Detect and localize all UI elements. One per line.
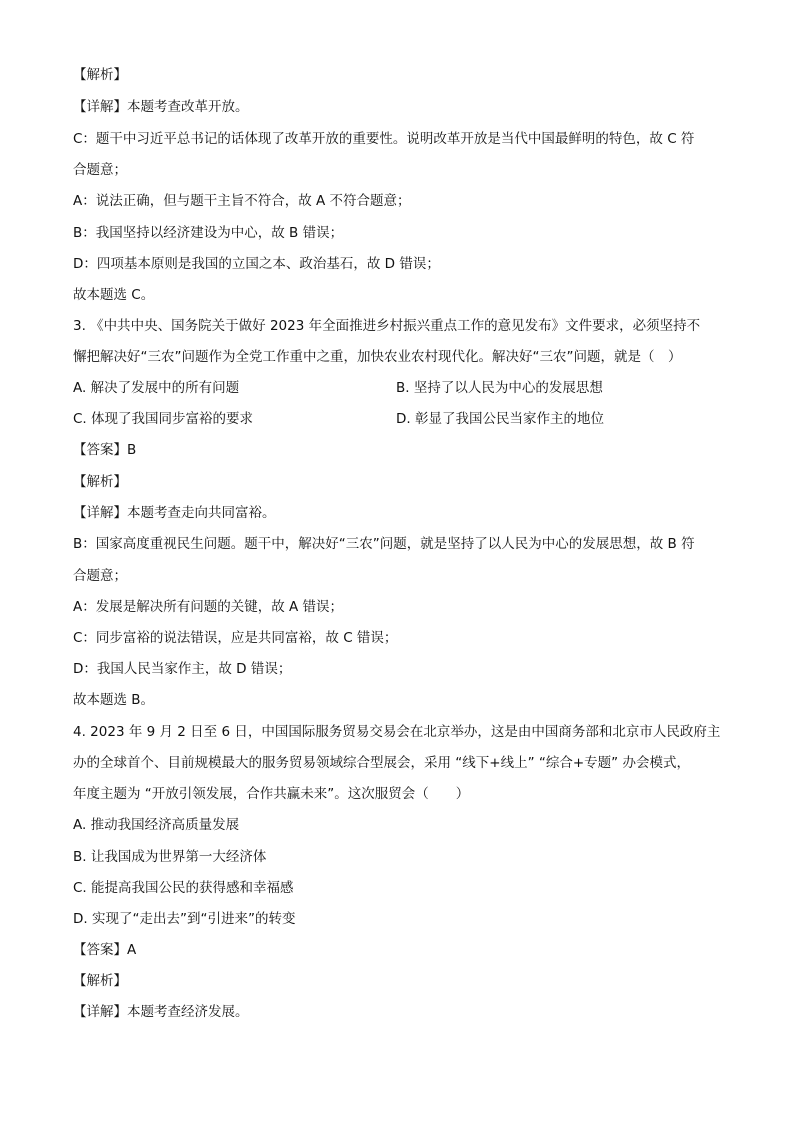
answer-line: 【答案】B [73, 442, 137, 458]
text-line: A：说法正确，但与题干主旨不符合，故 A 不符合题意； [73, 193, 411, 209]
option-3b: B. 坚持了以人民为中心的发展思想 [396, 380, 603, 396]
text-line: D：我国人民当家作主，故 D 错误； [73, 661, 292, 677]
text-line: 合题意； [73, 568, 127, 584]
option-3c: C. 体现了我国同步富裕的要求 [73, 411, 254, 427]
option-3a: A. 解决了发展中的所有问题 [73, 380, 240, 396]
analysis-heading: 【解析】 [73, 474, 127, 490]
text-line: C：题干中习近平总书记的话体现了改革开放的重要性。说明改革开放是当代中国最鲜明的特色，故 C 符 [73, 131, 695, 147]
text-line: D：四项基本原则是我国的立国之本、政治基石，故 D 错误； [73, 256, 440, 272]
text-line: C：同步富裕的说法错误，应是共同富裕，故 C 错误； [73, 630, 398, 646]
question-4-stem-cont: 办的全球首个、目前规模最大的服务贸易领域综合型展会，采用 “线下+线上” “综合+专题” 办会模式， [73, 755, 690, 771]
answer-line: 【答案】A [73, 942, 137, 958]
text-line: 合题意； [73, 162, 127, 178]
option-3d: D. 彰显了我国公民当家作主的地位 [396, 411, 604, 427]
question-4-stem-cont: 年度主题为 “开放引领发展，合作共赢未来”。这次服贸会（ ） [73, 786, 470, 802]
detail-line: 【详解】本题考查经济发展。 [73, 1004, 249, 1020]
conclusion-line: 故本题选 B。 [73, 692, 155, 708]
text-line: B：我国坚持以经济建设为中心，故 B 错误； [73, 225, 344, 241]
option-4d: D. 实现了“走出去”到“引进来”的转变 [73, 911, 296, 927]
analysis-heading: 【解析】 [73, 67, 127, 83]
analysis-heading: 【解析】 [73, 973, 127, 989]
option-4b: B. 让我国成为世界第一大经济体 [73, 849, 267, 865]
question-3-stem: 3. 《中共中央、国务院关于做好 2023 年全面推进乡村振兴重点工作的意见发布》文件要求，必须坚持不 [73, 318, 701, 334]
option-4a: A. 推动我国经济高质量发展 [73, 817, 240, 833]
question-3-stem-cont: 懈把解决好“三农”问题作为全党工作重中之重，加快农业农村现代化。解决好“三农”问题，就是（ ） [73, 349, 682, 365]
conclusion-line: 故本题选 C。 [73, 287, 155, 303]
detail-line: 【详解】本题考查改革开放。 [73, 99, 249, 115]
option-4c: C. 能提高我国公民的获得感和幸福感 [73, 880, 294, 896]
text-line: A：发展是解决所有问题的关键，故 A 错误； [73, 599, 344, 615]
text-line: B：国家高度重视民生问题。题干中，解决好“三农”问题，就是坚持了以人民为中心的发展思想，故 B 符 [73, 536, 695, 552]
detail-line: 【详解】本题考查走向共同富裕。 [73, 505, 276, 521]
question-4-stem: 4. 2023 年 9 月 2 日至 6 日，中国国际服务贸易交易会在北京举办，这是由中国商务部和北京市人民政府主 [73, 724, 721, 740]
